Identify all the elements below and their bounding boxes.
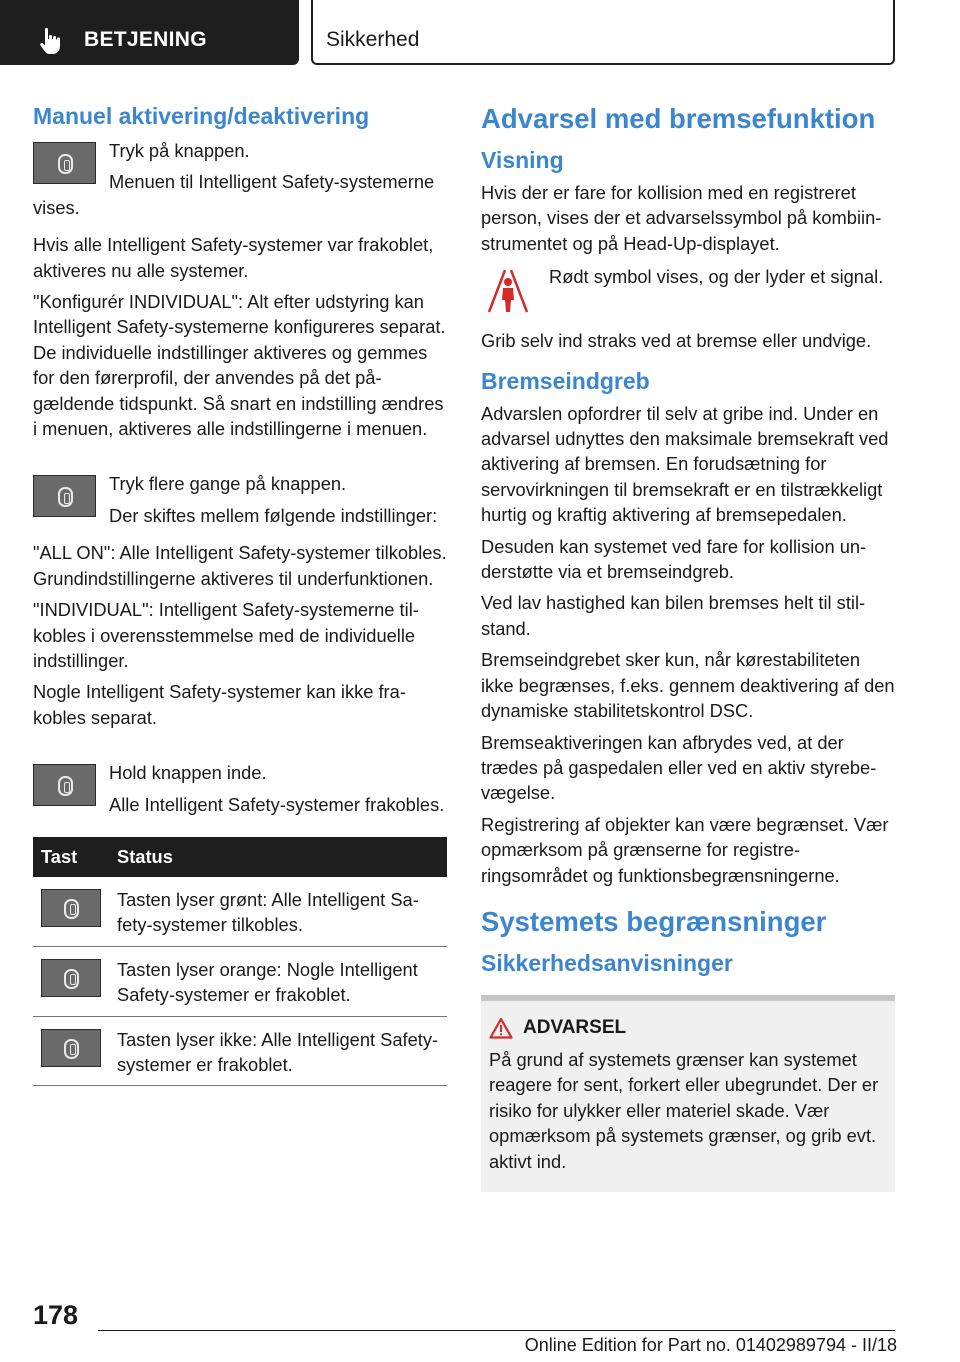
left-heading: Manuel aktivering/deaktivering bbox=[33, 103, 370, 129]
subheading-visning: Visning bbox=[481, 147, 564, 173]
edition-note: Online Edition for Part no. 01402989794 - II/18 bbox=[524, 1335, 897, 1355]
paragraph: Bremseaktiveringen kan afbrydes ved, at der trædes på gaspedalen eller ved en aktiv styrebevægelse. bbox=[481, 731, 877, 804]
table-row bbox=[33, 946, 447, 1016]
paragraph: Desuden kan systemet ved fare for kollision understøtte via et bremseindgreb. bbox=[481, 535, 867, 583]
warning-triangle-icon bbox=[489, 1017, 513, 1039]
section-tab bbox=[311, 0, 895, 65]
paragraph: Hvis der er fare for kollision med en registreret person, vises der et advarselssymbol på kombiinstrumentet og på Head-Up-displayet. bbox=[481, 182, 882, 254]
instruction-block-2 bbox=[33, 471, 447, 534]
intelligent-safety-button-icon bbox=[41, 959, 101, 997]
paragraph: "ALL ON": Alle Intelligent Safety-systemer tilkobles. Grundindstillingerne aktiveres til underfunktionen. bbox=[33, 542, 447, 589]
paragraph: Bremseindgrebet sker kun, når kørestabiliteten ikke begrænses, f.eks. gennem deaktivering af den dynamiske stabilitetskontrol DSC. bbox=[481, 649, 895, 722]
paragraph: "Konfigurér INDIVIDUAL": Alt efter udstyring kan Intelligent Safety-systemerne konfigureres separat. De individuelle indstillinger aktiveres og gemmes for den førerprofil, der anvendes på det pågældende tidspunkt. Så snart en indstilling ændres i menuen, aktiveres alle indstillingerne i menuen. bbox=[33, 291, 446, 440]
page-header bbox=[0, 0, 960, 66]
warning-box bbox=[481, 995, 895, 1192]
symbol-description: Rødt symbol vises, og der lyder et signal. bbox=[549, 266, 884, 288]
warning-text: På grund af systemets grænser kan systemet reagere for sent, forkert eller ubegrundet. Der er risiko for ulykker eller materiel skade. Vær opmærksom på systemets grænser, og grib evt. aktivt ind. bbox=[489, 1048, 879, 1172]
hand-pointer-icon bbox=[38, 26, 66, 56]
heading-limits: Systemets begrænsninger bbox=[481, 905, 827, 937]
subheading-safety-notes: Sikkerhedsanvisninger bbox=[481, 949, 733, 976]
status-cell: Tasten lyser orange: Nogle Intelligent Safety-systemer er frakoblet. bbox=[109, 946, 447, 1016]
table-header-status: Status bbox=[117, 845, 173, 867]
warning-symbol-block bbox=[481, 264, 895, 322]
table-row bbox=[33, 877, 447, 946]
paragraph: Hvis alle Intelligent Safety-systemer var frakoblet, aktiveres nu alle systemer. bbox=[33, 234, 434, 281]
instruction-result: Alle Intelligent Safety-systemer frakobles. bbox=[109, 793, 445, 815]
page-number: 178 bbox=[33, 1300, 79, 1330]
instruction-step: Hold knappen inde. bbox=[109, 762, 267, 784]
chapter-tab bbox=[0, 0, 299, 65]
right-heading: Advarsel med bremsefunktion bbox=[481, 103, 876, 134]
button-status-table bbox=[33, 837, 447, 1086]
left-column bbox=[33, 100, 447, 1086]
instruction-result: Der skiftes mellem følgende indstillinger: bbox=[109, 504, 438, 526]
intelligent-safety-button-icon bbox=[41, 1029, 101, 1067]
status-cell: Tasten lyser ikke: Alle Intelligent Safety-systemer er frakoblet. bbox=[109, 1016, 447, 1086]
chapter-title: BETJENING bbox=[84, 28, 207, 51]
status-cell: Tasten lyser grønt: Alle Intelligent Safety-systemer tilkobles. bbox=[109, 877, 447, 946]
intelligent-safety-button-icon bbox=[33, 475, 96, 517]
footer-divider bbox=[98, 1330, 895, 1331]
table-row bbox=[33, 1016, 447, 1086]
right-column bbox=[481, 100, 895, 1192]
paragraph: Grib selv ind straks ved at bremse eller undvige. bbox=[481, 330, 872, 352]
intelligent-safety-button-icon bbox=[41, 889, 101, 927]
intelligent-safety-button-icon bbox=[33, 764, 96, 806]
instruction-block-3 bbox=[33, 760, 447, 823]
paragraph: "INDIVIDUAL": Intelligent Safety-systemerne tilkobles i overensstemmelse med de individuelle indstillinger. bbox=[33, 599, 419, 671]
table-header-key: Tast bbox=[41, 845, 78, 867]
instruction-result: Menuen til Intelligent Safety-systemerne vises. bbox=[33, 171, 435, 218]
paragraph: Nogle Intelligent Safety-systemer kan ikke frakobles separat. bbox=[33, 681, 406, 728]
instruction-step: Tryk på knappen. bbox=[109, 140, 250, 161]
paragraph: Registrering af objekter kan være begrænset. Vær opmærksom på grænserne for registreringsområdet og funktionsbegrænsningerne. bbox=[481, 813, 889, 886]
pedestrian-warning-icon bbox=[483, 266, 533, 316]
subheading-bremseindgreb: Bremseindgreb bbox=[481, 367, 650, 394]
warning-label: ADVARSEL bbox=[523, 1016, 627, 1038]
paragraph: Advarslen opfordrer til selv at gribe ind. Under en advarsel udnyttes den maksimale bremsekraft ved aktivering af bremsen. En forudsætning for servovirkningen til bremsekraft er en tilstrækkeligt hurtig og kraftig aktivering af bremsepedalen. bbox=[481, 402, 889, 526]
paragraph: Ved lav hastighed kan bilen bremses helt til stilstand. bbox=[481, 592, 866, 639]
warning-title bbox=[489, 1017, 879, 1039]
instruction-step: Tryk flere gange på knappen. bbox=[109, 473, 347, 495]
section-title: Sikkerhed bbox=[326, 28, 420, 51]
instruction-block-1 bbox=[33, 138, 447, 226]
intelligent-safety-button-icon bbox=[33, 142, 96, 184]
